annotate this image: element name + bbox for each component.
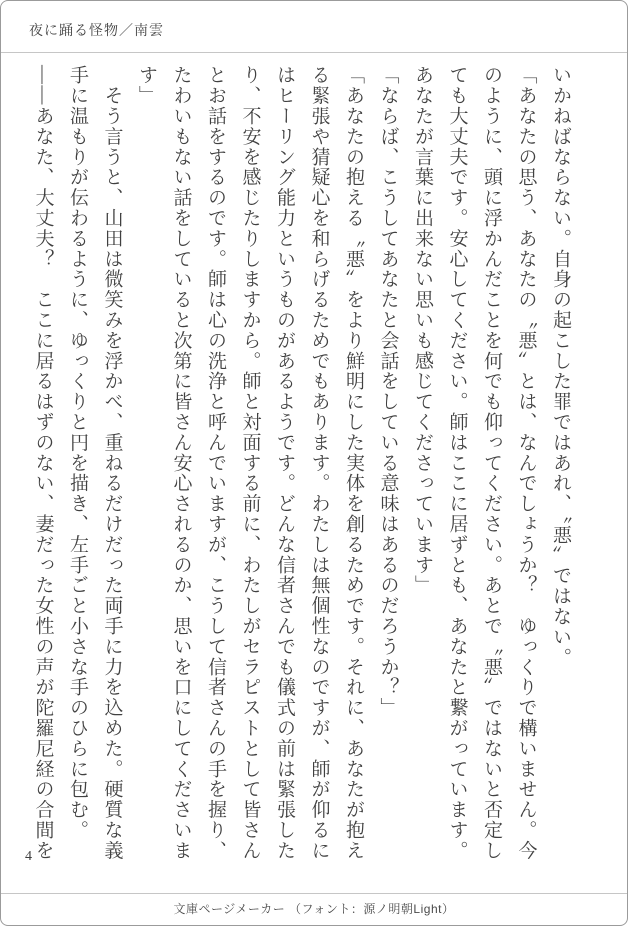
text-column: いかねばならない。自身の起こした罪ではあれ、〝悪〟ではない。 <box>550 65 571 668</box>
text-column: す」 <box>136 65 157 106</box>
text-column: ――あなた、大丈夫？ ここに居るはずのない、妻だった女性の声が陀羅尼経の合間を <box>32 65 54 861</box>
text-column: あなたが言葉に出来ない思いも感じてくださっています」 <box>412 65 433 596</box>
text-column: そう言うと、山田は微笑みを浮かべ、重ねるだけだった両手に力を込めた。硬質な義 <box>101 65 123 861</box>
text-column: 「あなたの思う、あなたの〝悪〟とは、なんでしょうか？ ゆっくりで構いません。今 <box>515 65 537 861</box>
footer-rule <box>1 893 627 894</box>
page-number: 4 <box>25 849 32 864</box>
text-column: たわいもない話をしていると次第に皆さん安心されるのか、思いを口にしてくださいま <box>170 65 192 861</box>
header-rule <box>1 52 627 53</box>
page-header-title: 夜に踊る怪物／南雲 <box>29 24 164 39</box>
text-column: のように、頭に浮かんだことを何でも仰ってください。あとで〝悪〟ではないと否定し <box>481 65 502 861</box>
footer-credit: 文庫ページメーカー （フォント：源ノ明朝Light） <box>173 902 455 916</box>
text-column: 手に温もりが伝わるように、ゆっくりと円を描き、左手ごと小さな手のひらに包む。 <box>67 65 88 841</box>
text-column: る緊張や猜疑心を和らげるためでもあります。わたしは無個性なのですが、師が仰るに <box>308 65 330 861</box>
text-column: とお話をするのです。師は心の洗浄と呼んでいますが、こうして信者さんの手を握り、 <box>205 65 226 861</box>
body-text <box>25 65 577 877</box>
text-column: 「ならば、こうしてあなたと会話をしている意味はあるのだろうか？」 <box>377 65 399 718</box>
text-column: はヒーリング能力というものがあるようです。どんな信者さんでも儀式の前は緊張した <box>274 65 295 861</box>
text-column: ても大丈夫です。安心してください。師はここに居ずとも、あなたと繋がっています。 <box>446 65 468 861</box>
text-column: 「あなたの抱える〝悪〟をより鮮明にした実体を創るためです。それに、あなたが抱え <box>343 65 364 861</box>
text-column: り、不安を感じたりしますから。師と対面する前に、わたしがセラピストとして皆さん <box>239 65 261 861</box>
